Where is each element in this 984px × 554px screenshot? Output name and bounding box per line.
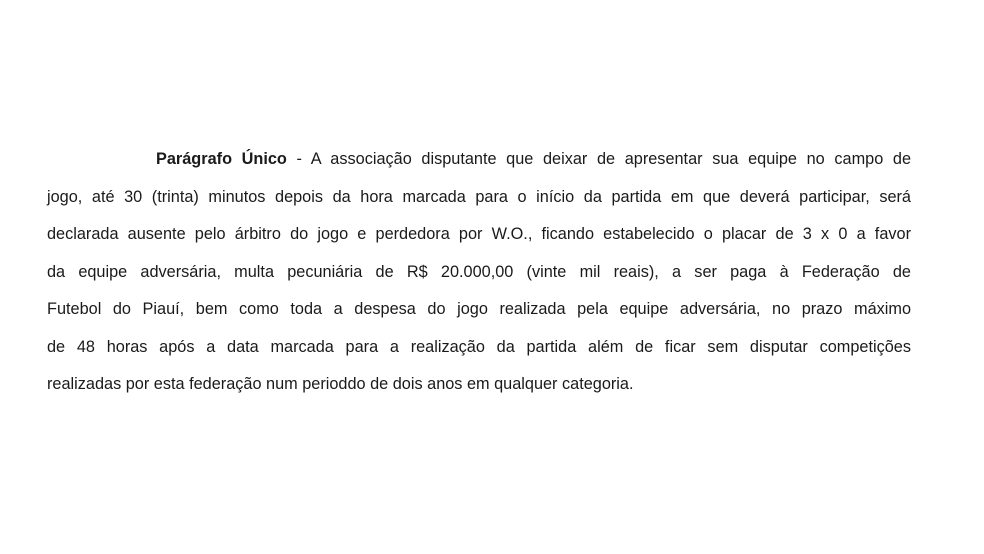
paragraph-line-1 bbox=[47, 146, 911, 184]
paragraph-line-3: declarada ausente pelo árbitro do jogo e perdedora por W.O., ficando estabelecido o placar de 3 x 0 a favor bbox=[47, 225, 911, 243]
paragraph-line-7: realizadas por esta federação num perioddo de dois anos em qualquer categoria. bbox=[47, 375, 634, 393]
paragraph-unico bbox=[47, 146, 911, 409]
paragraph-line-5: Futebol do Piauí, bem como toda a despesa do jogo realizada pela equipe adversária, no prazo máximo bbox=[47, 300, 911, 318]
paragraph-heading: Parágrafo Único bbox=[156, 150, 287, 168]
paragraph-line-4: da equipe adversária, multa pecuniária de R$ 20.000,00 (vinte mil reais), a ser paga à Federação de bbox=[47, 262, 911, 281]
paragraph-line-2: jogo, até 30 (trinta) minutos depois da hora marcada para o início da partida em que deverá participar, será bbox=[47, 187, 911, 206]
paragraph-text-1: - A associação disputante que deixar de apresentar sua equipe no campo de bbox=[286, 150, 912, 168]
paragraph-line-6: de 48 horas após a data marcada para a realização da partida além de ficar sem disputar competições bbox=[47, 337, 911, 356]
